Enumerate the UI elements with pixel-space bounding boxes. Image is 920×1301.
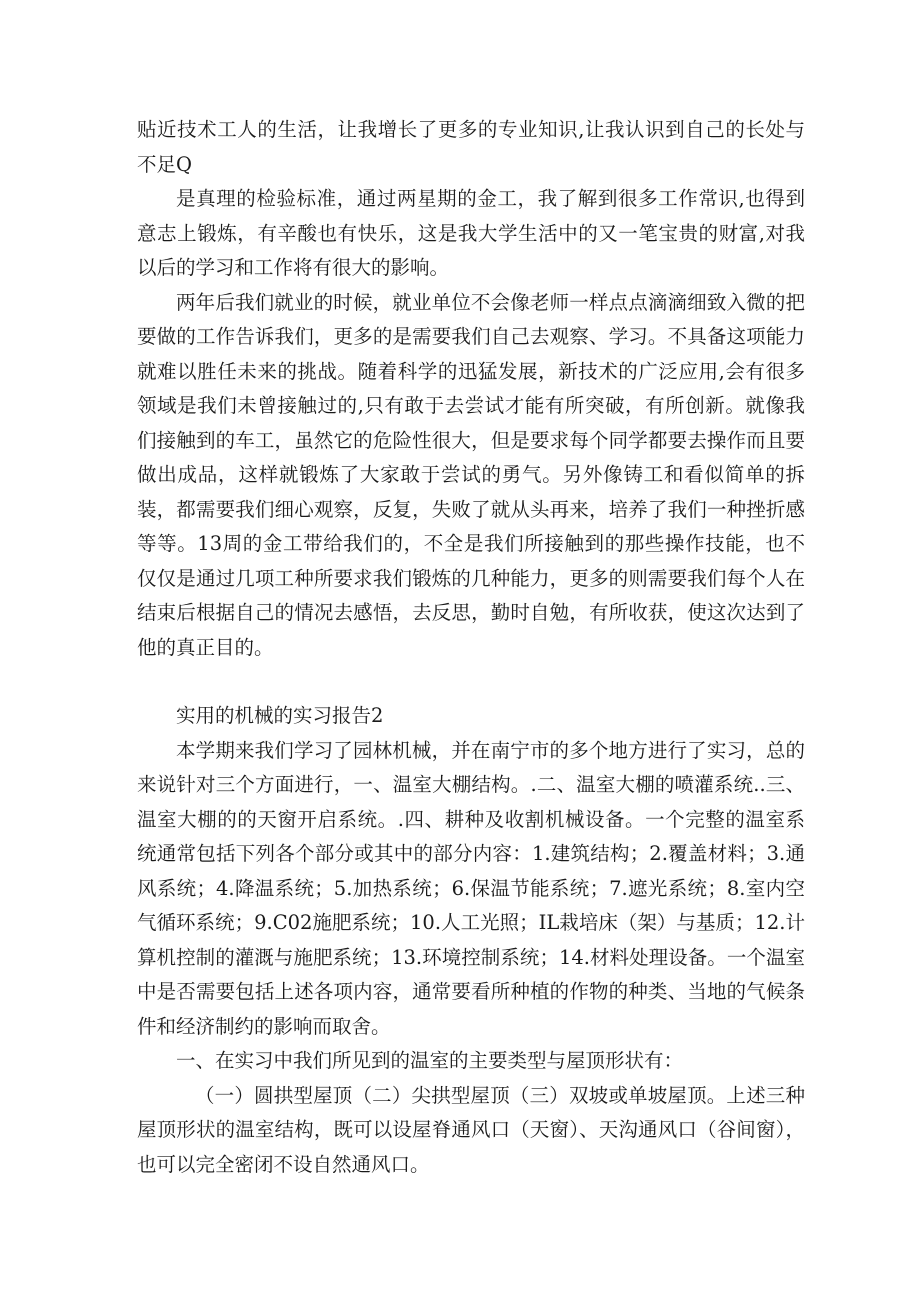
section-paragraph-2: 一、在实习中我们所见到的温室的主要类型与屋顶形状有： — [176, 1049, 684, 1072]
paragraph-3: 两年后我们就业的时候，就业单位不会像老师一样点点滴滴细致入微的把要做的工作告诉我们，更多的是需要我们自己去观察、学习。不具备这项能力就难以胜任未来的挑战。随着科学的迅猛发展，新技术的广泛应用,会有很多领域是我们未曾接触过的,只有敢于去尝试才能有所突破，有所创新。就像我们接触到的车工，虽然它的危险性很大，但是要求每个同学都要去操作而且要做出成品，这样就锻炼了大家敢于尝试的勇气。另外像铸工和看似简单的拆装，都需要我们细心观察，反复，失败了就从头再来，培养了我们一种挫折感等等。13周的金工带给我们的，不全是我们所接触到的那些操作技能，也不仅仅是通过几项工种所要求我们锻炼的几种能力，更多的则需要我们每个人在结束后根据自己的情况去感悟，去反思，勤时自勉，有所收获，使这次达到了他的真正目的。 — [137, 290, 805, 659]
section-spacer — [137, 665, 805, 699]
section-paragraph-1: 本学期来我们学习了园林机械，并在南宁市的多个地方进行了实习，总的来说针对三个方面进行，一、温室大棚结构。.二、温室大棚的喷灌系统..三、温室大棚的的天窗开启系统。.四、耕种及收割机械设备。一个完整的温室系统通常包括下列各个部分或其中的部分内容：1.建筑结构；2.覆盖材料；3.通风系统；4.降温系统；5.加热系统；6.保温节能系统；7.遮光系统；8.室内空气循环系统；9.C02施肥系统；10.人工光照；IL栽培床（架）与基质；12.计算机控制的灌溉与施肥系统；13.环境控制系统；14.材料处理设备。一个温室中是否需要包括上述各项内容，通常要看所种植的作物的种类、当地的气候条件和经济制约的影响而取舍。 — [137, 738, 805, 1038]
paragraph-2: 是真理的检验标准，通过两星期的金工，我了解到很多工作常识,也得到意志上锻炼，有辛酸也有快乐，这是我大学生活中的又一笔宝贵的财富,对我以后的学习和工作将有很大的影响。 — [137, 187, 805, 279]
document-body — [137, 113, 805, 1182]
section-paragraph-3: （一）圆拱型屋顶（二）尖拱型屋顶（三）双坡或单坡屋顶。上述三种屋顶形状的温室结构，既可以设屋脊通风口（天窗）、天沟通风口（谷间窗），也可以完全密闭不设自然通风口。 — [137, 1083, 805, 1176]
paragraph-1: 贴近技术工人的生活，让我增长了更多的专业知识,让我认识到自己的长处与不足Q — [137, 118, 805, 176]
section-title: 实用的机械的实习报告2 — [176, 704, 384, 727]
